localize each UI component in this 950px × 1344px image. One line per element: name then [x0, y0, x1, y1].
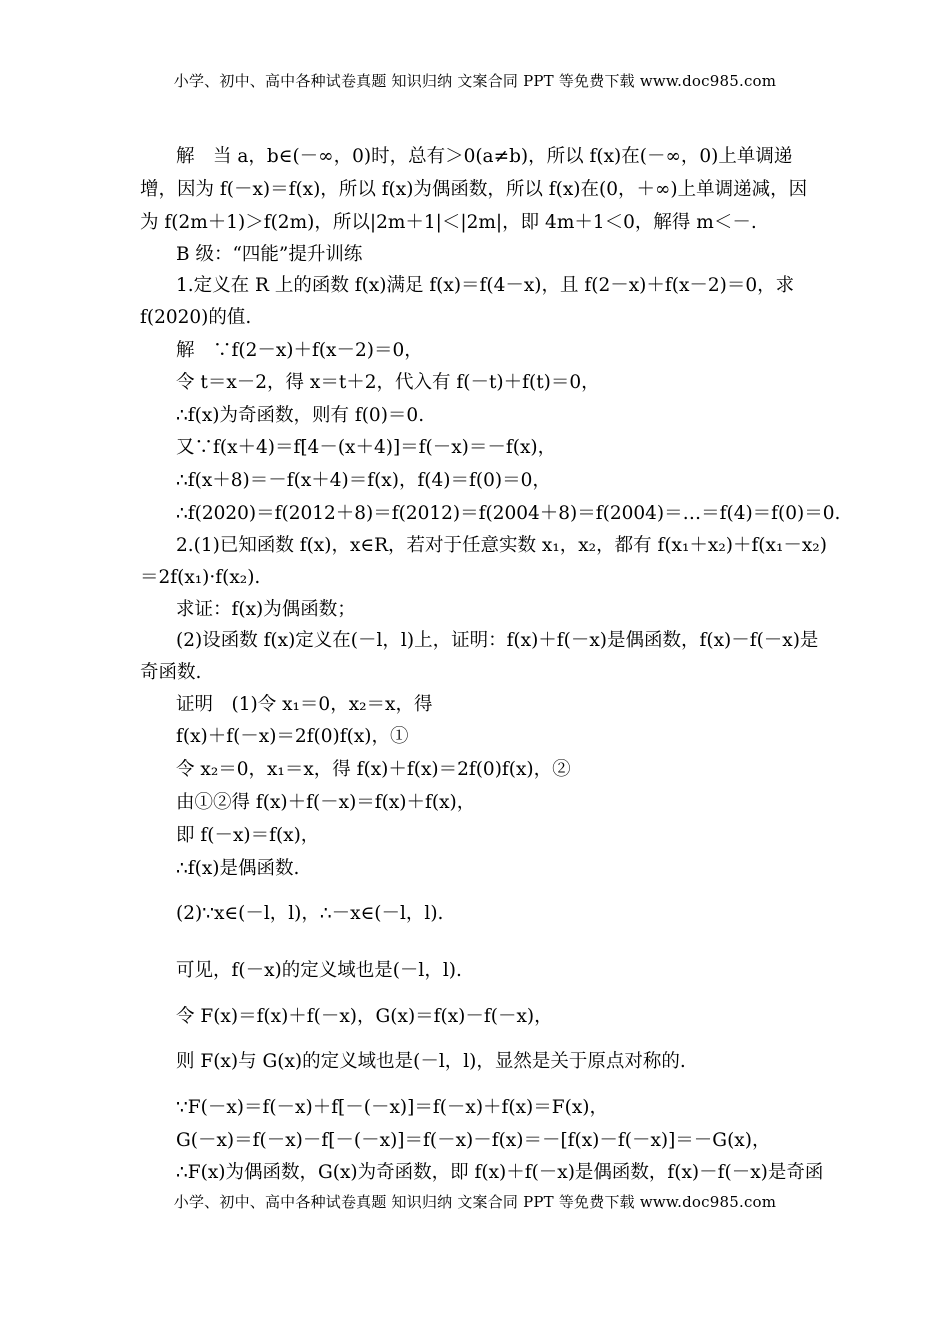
problem-line: 1.定义在 R 上的函数 f(x)满足 f(x)＝f(4－x)，且 f(2－x)＋f(x－2)＝0，求: [176, 275, 795, 296]
page-header: 小学、初中、高中各种试卷真题 知识归纳 文案合同 PPT 等免费下载 www.doc985.com: [173, 72, 777, 90]
section-heading: B 级：“四能”提升训练: [176, 244, 363, 265]
text-line: 令 t＝x－2，得 x＝t＋2，代入有 f(－t)＋f(t)＝0，: [176, 372, 600, 393]
problem-line: 奇函数.: [140, 662, 202, 683]
text-line: 为 f(2m＋1)＞f(2m)，所以|2m＋1|＜|2m|，即 4m＋1＜0，解得 m＜－.: [140, 212, 757, 233]
text-line: 增，因为 f(－x)＝f(x)，所以 f(x)为偶函数，所以 f(x)在(0，＋∞)上单调递减，因: [140, 179, 808, 200]
problem-line: 求证：f(x)为偶函数；: [176, 599, 356, 620]
problem-line: f(2020)的值.: [140, 307, 252, 328]
text-line: ∴f(x)是偶函数.: [176, 858, 300, 879]
text-line: 令 F(x)＝f(x)＋f(－x)，G(x)＝f(x)－f(－x)，: [176, 1006, 553, 1027]
text-line: ∴f(2020)＝f(2012＋8)＝f(2012)＝f(2004＋8)＝f(2004)＝…＝f(4)＝f(0)＝0.: [176, 503, 841, 524]
problem-line: (2)设函数 f(x)定义在(－l，l)上，证明：f(x)＋f(－x)是偶函数，f(x)－f(－x)是: [176, 630, 819, 651]
text-line: 则 F(x)与 G(x)的定义域也是(－l，l)，显然是关于原点对称的.: [176, 1051, 686, 1072]
page-footer: 小学、初中、高中各种试卷真题 知识归纳 文案合同 PPT 等免费下载 www.doc985.com: [173, 1193, 777, 1211]
text-line: 解 ∵f(2－x)＋f(x－2)＝0，: [176, 340, 423, 361]
text-line: G(－x)＝f(－x)－f[－(－x)]＝f(－x)－f(x)＝－[f(x)－f(－x)]＝－G(x)，: [176, 1130, 771, 1151]
text-line: 解 当 a，b∈(－∞，0)时，总有＞0(a≠b)，所以 f(x)在(－∞，0)上单调递: [176, 146, 793, 167]
text-line: 令 x₂＝0，x₁＝x，得 f(x)＋f(x)＝2f(0)f(x)，②: [176, 759, 571, 780]
text-line: f(x)＋f(－x)＝2f(0)f(x)，①: [176, 726, 409, 747]
text-line: 可见，f(－x)的定义域也是(－l，l).: [176, 960, 462, 981]
text-line: 即 f(－x)＝f(x)，: [176, 825, 320, 846]
text-line: ∴f(x)为奇函数，则有 f(0)＝0.: [176, 405, 425, 426]
problem-line: 2.(1)已知函数 f(x)，x∈R，若对于任意实数 x₁，x₂，都有 f(x₁＋x₂)＋f(x₁－x₂): [176, 535, 827, 556]
text-line: 证明 (1)令 x₁＝0，x₂＝x，得: [176, 694, 433, 715]
problem-line: ＝2f(x₁)·f(x₂).: [140, 567, 261, 588]
text-line: ∴f(x＋8)＝－f(x＋4)＝f(x)，f(4)＝f(0)＝0，: [176, 470, 551, 491]
text-line: ∴F(x)为偶函数，G(x)为奇函数，即 f(x)＋f(－x)是偶函数，f(x)－f(－x)是奇函: [176, 1162, 824, 1183]
text-line: 又∵f(x＋4)＝f[4－(x＋4)]＝f(－x)＝－f(x)，: [176, 437, 557, 458]
text-line: ∵F(－x)＝f(－x)＋f[－(－x)]＝f(－x)＋f(x)＝F(x)，: [176, 1097, 608, 1118]
text-line: 由①②得 f(x)＋f(－x)＝f(x)＋f(x)，: [176, 792, 476, 813]
text-line: (2)∵x∈(－l，l)，∴－x∈(－l，l).: [176, 903, 444, 924]
